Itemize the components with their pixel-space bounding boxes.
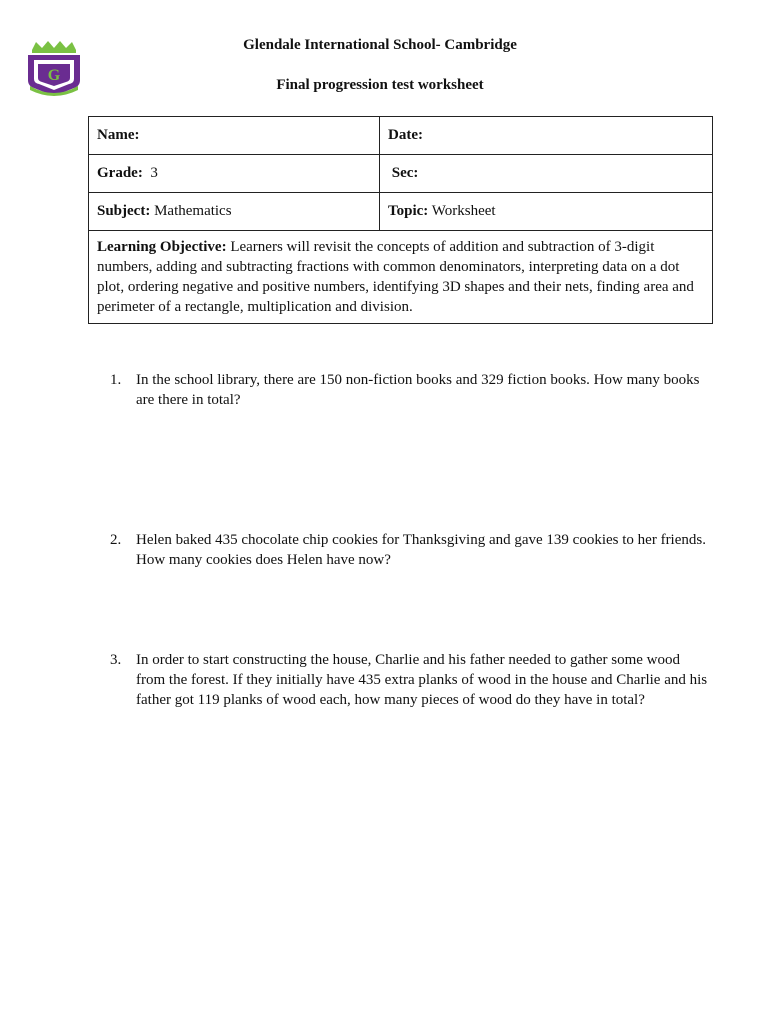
topic-cell — [380, 193, 713, 231]
question-item — [110, 370, 710, 410]
logo-letter: G — [47, 67, 61, 84]
student-info-table — [88, 116, 713, 324]
objective-text: Learners will revisit the concepts of addition and subtraction of 3-digit numbers, adding and subtracting fractions with common denominators, interpreting data on a dot plot, ordering negative and positive numbers, identifying 3D shapes and their nets, finding area and perimeter of a rectangle, multiplication and division. — [97, 239, 694, 315]
objective-label: Learning Objective: — [97, 239, 227, 255]
info-row — [89, 117, 713, 155]
question-number: 3. — [110, 652, 122, 668]
question-item — [110, 650, 710, 710]
subject-value: Mathematics — [154, 203, 232, 219]
learning-objective-cell — [89, 231, 713, 324]
sec-cell[interactable] — [380, 155, 713, 193]
question-number: 2. — [110, 532, 122, 548]
subject-cell — [89, 193, 380, 231]
school-name: Glendale International School- Cambridge — [243, 37, 517, 53]
question-text: Helen baked 435 chocolate chip cookies for Thanksgiving and gave 139 cookies to her friends. How many cookies does Helen have now? — [136, 532, 706, 568]
worksheet-title: Final progression test worksheet — [276, 77, 484, 93]
grade-value: 3 — [150, 165, 158, 181]
grade-label: Grade: — [97, 165, 143, 181]
info-row — [89, 231, 713, 324]
name-label: Name: — [97, 127, 140, 143]
question-text: In order to start constructing the house, Charlie and his father needed to gather some wood from the forest. If they initially have 435 extra planks of wood in the house and Charlie and his father got 119 planks of wood each, how many pieces of wood do they have in total? — [136, 652, 708, 708]
info-row — [89, 193, 713, 231]
date-label: Date: — [388, 127, 423, 143]
question-number: 1. — [110, 372, 122, 388]
topic-label: Topic: — [388, 203, 429, 219]
info-row — [89, 155, 713, 193]
name-cell[interactable] — [89, 117, 380, 155]
topic-value: Worksheet — [431, 203, 496, 219]
subject-label: Subject: — [97, 203, 151, 219]
question-item — [110, 530, 710, 570]
sec-label: Sec: — [391, 165, 419, 181]
grade-cell[interactable] — [89, 155, 380, 193]
question-text: In the school library, there are 150 non-fiction books and 329 fiction books. How many books are there in total? — [136, 372, 700, 408]
date-cell[interactable] — [380, 117, 713, 155]
